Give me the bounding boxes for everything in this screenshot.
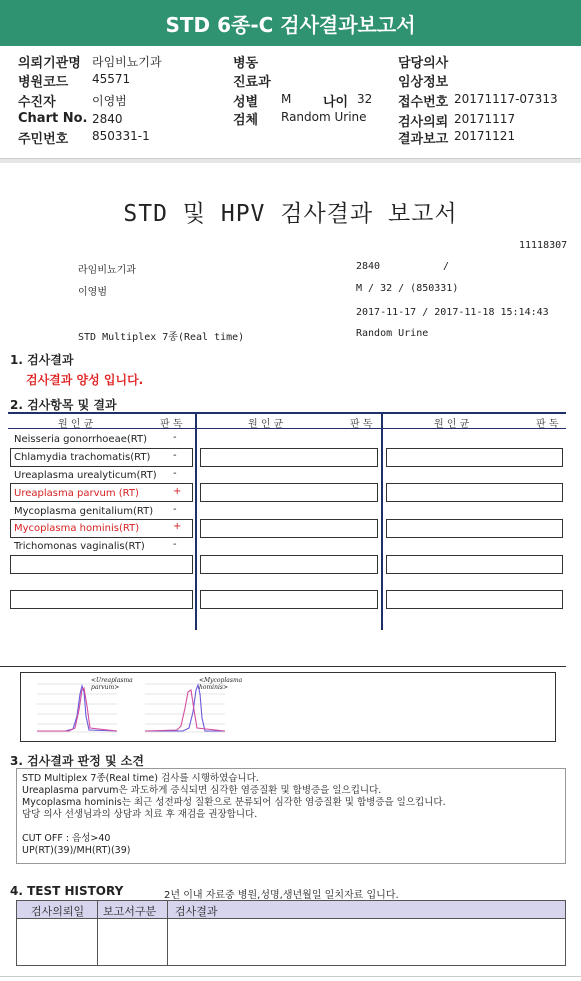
label-resident-no: 주민번호 xyxy=(18,132,69,147)
history-col-request-date: 검사의뢰일 xyxy=(31,905,85,918)
pathogen-result-positive: + xyxy=(173,521,182,532)
label-requesting-institution: 의뢰기관명 xyxy=(18,56,81,71)
pathogen-result-positive: + xyxy=(173,486,182,497)
value-specimen: Random Urine xyxy=(281,110,367,124)
label-ward: 병동 xyxy=(233,56,259,71)
label-test-request: 검사의뢰 xyxy=(398,115,449,130)
history-col-divider xyxy=(167,901,168,965)
empty-row-box xyxy=(200,590,378,609)
empty-row-box xyxy=(200,483,378,502)
value-test-request: 20171117 xyxy=(454,112,516,126)
empty-row-box xyxy=(386,448,563,467)
value-patient: 이영범 xyxy=(92,94,127,108)
label-hospital-code: 병원코드 xyxy=(18,75,69,90)
history-col-report-type: 보고서구분 xyxy=(103,905,157,918)
label-receipt-no: 접수번호 xyxy=(398,95,449,110)
finding-line xyxy=(22,821,560,833)
section-3-heading: 3. 검사결과 판정 및 소견 xyxy=(10,754,144,768)
empty-row-box xyxy=(10,555,193,574)
pathogen-name: Mycoplasma genitalium(RT) xyxy=(14,506,154,517)
empty-row-box xyxy=(200,448,378,467)
pathogen-result: - xyxy=(173,450,177,461)
grid-col-divider-2 xyxy=(381,412,383,630)
pathogen-name: Ureaplasma urealyticum(RT) xyxy=(14,470,157,481)
finding-line: UP(RT)(39)/MH(RT)(39) xyxy=(22,845,131,856)
grid-top-rule xyxy=(8,412,566,414)
empty-row-box xyxy=(386,483,563,502)
label-patient: 수진자 xyxy=(18,95,56,110)
history-col-result: 검사결과 xyxy=(175,905,218,918)
label-result-report: 결과보고 xyxy=(398,132,449,147)
report-hospital: 라임비뇨기과 xyxy=(78,265,136,276)
value-receipt-no: 20171117-07313 xyxy=(454,92,558,106)
label-attending-doctor: 담당의사 xyxy=(398,56,449,71)
label-department: 진료과 xyxy=(233,75,271,90)
pathogen-result: - xyxy=(173,539,177,550)
label-clinical-info: 임상정보 xyxy=(398,75,449,90)
report-title: STD 및 HPV 검사결과 보고서 xyxy=(123,201,458,227)
pathogen-name: Neisseria gonorrhoeae(RT) xyxy=(14,434,147,445)
col-header-result-1: 판 독 xyxy=(160,419,183,430)
section-2-heading: 2. 검사항목 및 결과 xyxy=(10,398,117,412)
history-note: 2년 이내 자료중 병원,성명,생년월일 일치자료 입니다. xyxy=(164,890,399,901)
right-chart-label-line1: <Mycoplasma xyxy=(199,677,243,684)
report-dates: 2017-11-17 / 2017-11-18 15:14:43 xyxy=(356,307,549,318)
empty-row-box xyxy=(200,519,378,538)
empty-row-box xyxy=(10,590,193,609)
test-history-table xyxy=(16,900,566,966)
report-titlebar xyxy=(0,0,581,46)
empty-row-box xyxy=(386,519,563,538)
report-title-banner: STD 6종-C 검사결과보고서 xyxy=(165,12,416,37)
report-test-name: STD Multiplex 7종(Real time) xyxy=(78,332,245,343)
document-number: 11118307 xyxy=(519,240,568,251)
value-requesting-institution: 라임비뇨기과 xyxy=(92,55,162,69)
amplification-curves-panel xyxy=(20,672,556,742)
col-header-pathogen-2: 원 인 균 xyxy=(248,419,284,430)
right-chart-label-line2: hominis> xyxy=(199,684,228,691)
page-bottom-rule xyxy=(0,976,581,977)
label-sex: 성별 xyxy=(233,95,259,110)
empty-row-box xyxy=(386,590,563,609)
pathogen-name-positive: Ureaplasma parvum (RT) xyxy=(14,488,139,499)
pathogen-result: - xyxy=(173,504,177,515)
history-header-row xyxy=(17,901,565,919)
col-header-pathogen-1: 원 인 균 xyxy=(58,419,94,430)
col-header-result-2: 판 독 xyxy=(350,419,373,430)
right-chart-label xyxy=(199,677,242,691)
pathogen-result: - xyxy=(173,468,177,479)
grid-col-divider-1 xyxy=(195,412,197,630)
value-sex: M xyxy=(281,92,292,106)
report-patient: 이영범 xyxy=(78,287,107,298)
report-specimen: Random Urine xyxy=(356,328,429,339)
history-col-divider xyxy=(97,901,98,965)
pathogen-name: Trichomonas vaginalis(RT) xyxy=(14,541,145,552)
label-chart-no: Chart No. xyxy=(18,111,88,126)
left-chart-label xyxy=(91,677,133,691)
left-chart-label-line1: <Ureaplasma xyxy=(91,677,133,684)
left-chart-label-line2: parvum> xyxy=(91,684,120,691)
finding-line: Ureaplasma parvum은 과도하게 증식되면 심각한 염증질환 및 합병증을 일으킵니다. xyxy=(22,785,382,796)
report-sex-age: M / 32 / (850331) xyxy=(356,283,459,294)
header-divider xyxy=(0,158,581,163)
col-header-pathogen-3: 원 인 균 xyxy=(434,419,470,430)
pathogen-name: Chlamydia trachomatis(RT) xyxy=(14,452,151,463)
value-resident-no: 850331-1 xyxy=(92,129,150,143)
section-1-heading: 1. 검사결과 xyxy=(10,353,74,367)
finding-line: CUT OFF : 음성>40 xyxy=(22,833,111,844)
report-chart-no: 2840 xyxy=(356,261,381,272)
value-chart-no: 2840 xyxy=(92,112,123,126)
empty-row-box xyxy=(386,555,563,574)
findings-box xyxy=(16,768,566,864)
finding-line: STD Multiplex 7종(Real time) 검사를 시행하였습니다. xyxy=(22,773,259,784)
section-4-heading: 4. TEST HISTORY xyxy=(10,884,124,898)
finding-line: 담당 의사 선생님과의 상담과 치료 후 재검을 권장합니다. xyxy=(22,809,258,820)
pathogen-result: - xyxy=(173,432,177,443)
patient-info-header xyxy=(0,50,581,150)
grid-bottom-rule xyxy=(0,666,566,667)
value-result-report: 20171121 xyxy=(454,129,516,143)
value-age: 32 xyxy=(357,92,373,106)
col-header-result-3: 판 독 xyxy=(536,419,559,430)
report-separator: / xyxy=(443,261,450,272)
positive-result-text: 검사결과 양성 입니다. xyxy=(26,373,144,387)
value-hospital-code: 45571 xyxy=(92,72,131,86)
pathogen-name-positive: Mycoplasma hominis(RT) xyxy=(14,523,140,534)
finding-line: Mycoplasma hominis는 최근 성전파성 질환으로 분류되어 심각한 염증질환 및 합병증을 일으킵니다. xyxy=(22,797,446,808)
label-specimen: 검체 xyxy=(233,113,259,128)
empty-row-box xyxy=(200,555,378,574)
label-age: 나이 xyxy=(323,95,349,110)
